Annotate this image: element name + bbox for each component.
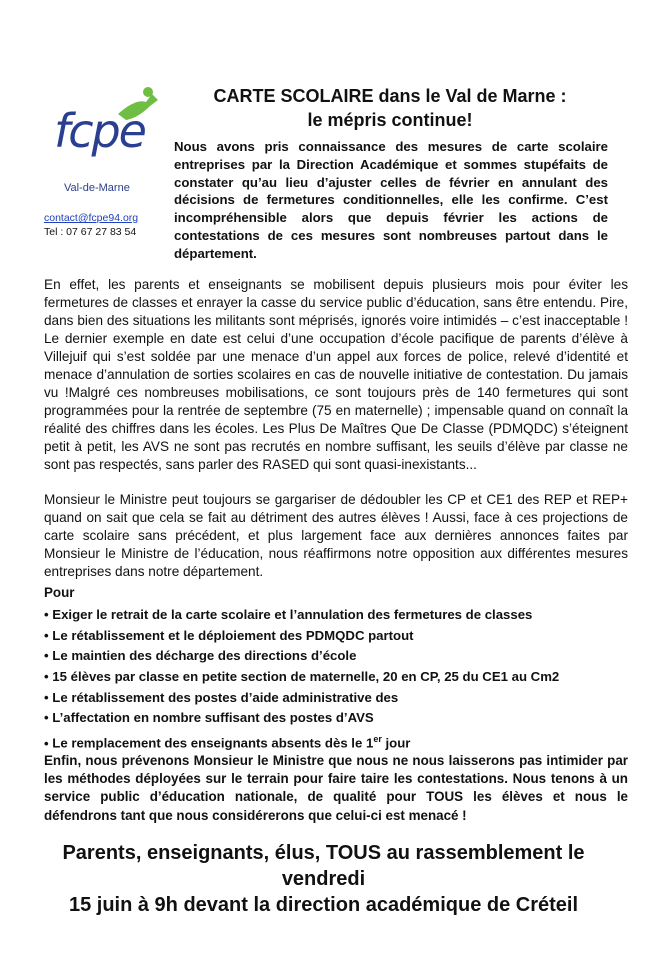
logo-subtitle: Val-de-Marne (64, 182, 130, 194)
call-to-action-line-1: Parents, enseignants, élus, TOUS au rassemblement le vendredi (62, 842, 585, 890)
contact-phone: Tel : 07 67 27 83 54 (44, 226, 137, 238)
list-item-text: Le remplacement des enseignants absents dès le 1 (52, 735, 374, 751)
body-paragraph-1: En effet, les parents et enseignants se mobilisent depuis plusieurs mois pour éviter les fermetures de classes et enrayer la casse du service public d’éducation, sans être entendu. Pire, dans bien des situations les militants sont méprisés, ignorés voire intimidés – c’est inacceptable ! Le dernier exemple en date est celui d’une occupation d’école pacifique de parents d’élève à Villejuif qui s’est soldée par une menace d’un appel aux forces de police, relevé d’identité et menace d’annulation de sorties scolaires en cas de nouvelle initiative de contestation. Du jamais vu !Malgré ces nombreuses mobilisations, ce sont toujours près de 140 fermetures qui sont programmées pour la rentrée de septembre (75 en maternelle) ; impensable quand on connaît la réalité des chiffres dans les écoles. Les Plus De Maîtres Que De Classe (PDMQDC) s’éteignent petit à petit, les AVS ne sont pas recrutés en nombre suffisant, les seuils d’élève par classe ne sont pas respectés, sans parler des RASED qui sont quasi-inexistants... (44, 277, 628, 472)
body-paragraph-2: Monsieur le Ministre peut toujours se gargariser de dédoubler les CP et CE1 des REP et REP+ quand on sait que cela se fait au détriment des autres élèves ! Aussi, face à ces projections de carte scolaire sans précédent, et plus largement face aux dernières annonces faites par Monsieur le Ministre de l’éducation, nous réaffirmons notre opposition aux différentes mesures entreprises dans notre département. (44, 492, 628, 579)
demands-heading: Pour (44, 585, 75, 600)
list-item-superscript: er (373, 734, 382, 745)
list-item-tail: jour (381, 735, 411, 751)
closing-paragraph: Enfin, nous prévenons Monsieur le Ministre que nous ne nous laisserons pas intimider par les méthodes déployées sur le terrain pour faire taire les contestations. Nous tenons à un service public d’éducation nationale, de qualité pour TOUS les élèves et nous le défendrons tant que nous considérerons que celui-ci est menacé ! (44, 753, 628, 823)
list-item (44, 730, 559, 751)
call-to-action-line-2: 15 juin à 9h devant la direction académique de Créteil (68, 894, 579, 916)
intro-paragraph: Nous avons pris connaissance des mesures de carte scolaire entreprises par la Direction Académique et sommes stupéfaits de constater qu’au lieu d’ajuster celles de février en annulant des décisions de fermetures conditionnelles, elle les confirme. C’est incompréhensible alors que depuis février les actions de contestations de ces mesures sont nombreuses partout dans le département. (174, 139, 608, 261)
list-item: • Le rétablissement des postes d’aide administrative des (44, 689, 559, 710)
list-item: • 15 élèves par classe en petite section de maternelle, 20 en CP, 25 du CE1 au Cm2 (44, 668, 559, 689)
page-title (180, 84, 600, 132)
title-line-2: le mépris continue! (307, 110, 473, 130)
demands-list (44, 606, 559, 751)
list-item: • Le maintien des décharge des directions d’école (44, 647, 559, 668)
list-item: • L’affectation en nombre suffisant des postes d’AVS (44, 709, 559, 730)
list-item: • Le rétablissement et le déploiement des PDMQDC partout (44, 627, 559, 648)
logo-wordmark: fcpe (54, 104, 145, 158)
contact-email-link[interactable]: contact@fcpe94.org (44, 212, 139, 224)
title-line-1: CARTE SCOLAIRE dans le Val de Marne : (213, 86, 567, 106)
call-to-action (20, 840, 627, 918)
list-item: • Exiger le retrait de la carte scolaire et l’annulation des fermetures de classes (44, 606, 559, 627)
fcpe-logo (46, 84, 166, 204)
